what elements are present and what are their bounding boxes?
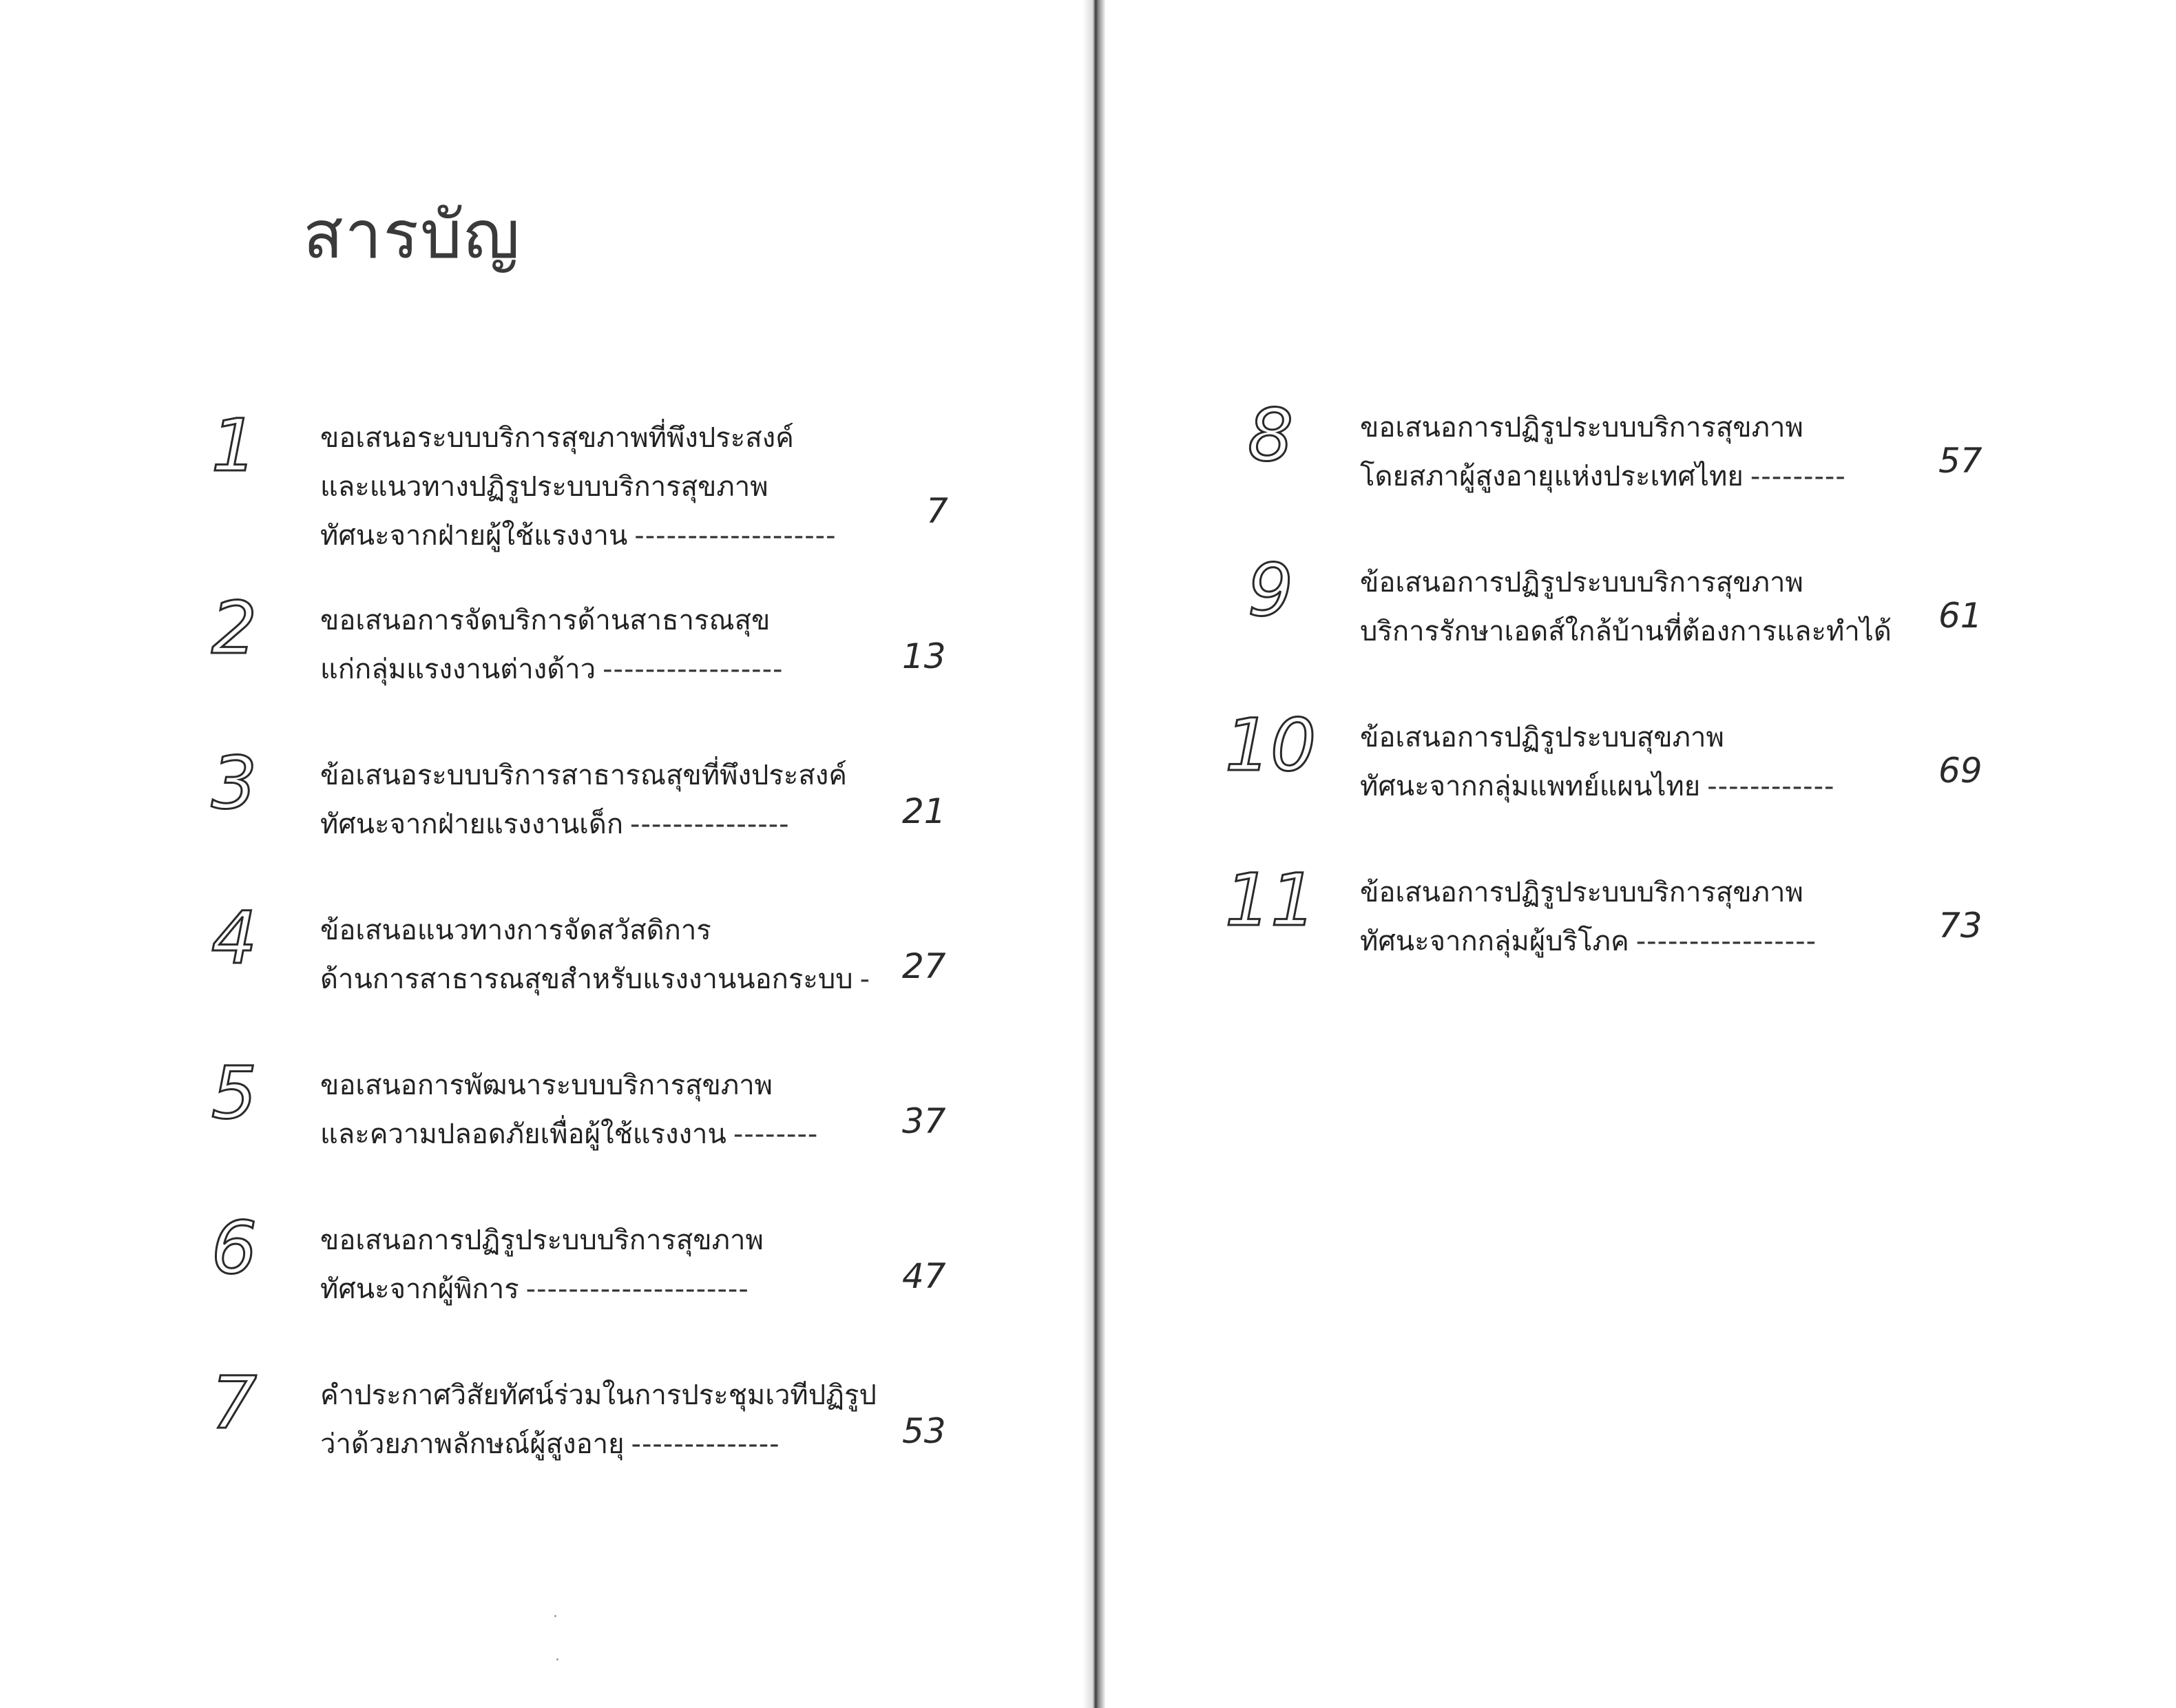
toc-entry-6 (186, 1206, 971, 1364)
dot-leader: --------------------- (525, 1273, 749, 1305)
entry-last-line (320, 645, 783, 694)
toc-entry-2 (186, 586, 971, 744)
page-number: 37 (902, 1101, 946, 1141)
chapter-number: 8 (1247, 393, 1294, 477)
dot-leader: ------------------- (634, 520, 837, 552)
entry-last-line (320, 1110, 818, 1159)
entry-title-line: ทัศนะจากผู้พิการ (320, 1273, 519, 1305)
dot-leader: - (859, 964, 871, 995)
entry-last-line (320, 512, 837, 561)
left-page (0, 0, 1082, 1708)
entry-title-line: ทัศนะจากกลุ่มแพทย์แผนไทย (1360, 771, 1701, 802)
dot-leader: --------- (1750, 461, 1846, 492)
entry-text (320, 414, 837, 561)
entry-text (1360, 559, 1898, 656)
page-number: 61 (1938, 596, 1983, 636)
page-number: 13 (902, 636, 946, 676)
chapter-number: 3 (211, 741, 258, 825)
toc-entry-5 (186, 1051, 971, 1209)
entry-last-line (320, 800, 847, 849)
entry-title-line: ขอเสนอการปฏิรูประบบบริการสุขภาพ (1360, 412, 1803, 444)
entry-title-line: ข้อเสนอการปฏิรูประบบบริการสุขภาพ (1360, 877, 1803, 908)
entry-title-line: ทัศนะจากกลุ่มผู้บริโภค (1360, 926, 1629, 957)
page-number: 21 (902, 791, 946, 831)
chapter-number: 4 (211, 896, 258, 980)
book-gutter (1082, 0, 1105, 1708)
chapter-number: 2 (211, 586, 258, 670)
dot-leader: -------- (733, 1118, 819, 1150)
dot-leader: --------------- (630, 809, 790, 840)
toc-entry-7 (186, 1361, 971, 1519)
chapter-number: 7 (211, 1361, 258, 1445)
page-number: 47 (902, 1256, 946, 1296)
entry-title-line: และแนวทางปฏิรูประบบบริการสุขภาพ (320, 471, 768, 503)
entry-title-line: ขอเสนอการจัดบริการด้านสาธารณสุข (320, 605, 771, 636)
entry-last-line (1360, 917, 1817, 966)
entry-last-line (320, 1265, 764, 1314)
entry-text (320, 1061, 818, 1159)
entry-title-line: ทัศนะจากฝ่ายผู้ใช้แรงงาน (320, 520, 628, 552)
entry-last-line (320, 955, 870, 1004)
chapter-number: 6 (211, 1206, 258, 1290)
entry-last-line (320, 1420, 877, 1469)
scan-speck (556, 1658, 558, 1660)
entry-title-line: ข้อเสนอระบบบริการสาธารณสุขที่พึงประสงค์ (320, 760, 848, 791)
toc-entry-1 (186, 404, 971, 561)
entry-title-line: ข้อเสนอการปฏิรูประบบสุขภาพ (1360, 722, 1724, 753)
entry-text (320, 1216, 764, 1314)
chapter-number: 10 (1224, 703, 1317, 787)
toc-entry-10 (1222, 703, 2035, 861)
dot-leader: -------------- (631, 1428, 780, 1460)
entry-title-line: ขอเสนอการปฏิรูประบบบริการสุขภาพ (320, 1225, 764, 1256)
entry-text (320, 751, 847, 849)
page-number: 7 (926, 491, 948, 531)
entry-text (1360, 404, 1846, 501)
page-number: 69 (1938, 751, 1983, 791)
chapter-number: 9 (1247, 548, 1294, 632)
entry-last-line (1360, 762, 1834, 811)
page-number: 57 (1938, 441, 1983, 481)
entry-last-line (1360, 452, 1846, 501)
entry-title-line: ทัศนะจากฝ่ายแรงงานเด็ก (320, 809, 624, 840)
entry-title-line: ว่าด้วยภาพลักษณ์ผู้สูงอายุ (320, 1428, 625, 1460)
chapter-number: 5 (211, 1051, 258, 1135)
dot-leader: ------------ (1707, 771, 1835, 802)
toc-entry-9 (1222, 548, 2035, 706)
chapter-number: 11 (1224, 858, 1317, 942)
entry-text (320, 906, 870, 1004)
page-number: 53 (902, 1411, 946, 1451)
entry-title-line: ข้อเสนอการปฏิรูประบบบริการสุขภาพ (1360, 567, 1803, 598)
entry-title-line: ขอเสนอระบบบริการสุขภาพที่พึงประสงค์ (320, 422, 794, 454)
entry-title-line: ด้านการสาธารณสุขสำหรับแรงงานนอกระบบ (320, 964, 853, 995)
entry-text (1360, 868, 1817, 966)
dot-leader: ----------------- (1635, 926, 1817, 957)
toc-entry-11 (1222, 858, 2035, 1016)
scan-speck (554, 1615, 556, 1617)
right-page (1105, 0, 2176, 1708)
entry-title-line: โดยสภาผู้สูงอายุแห่งประเทศไทย (1360, 461, 1744, 492)
entry-text (1360, 714, 1834, 811)
entry-title-line: ข้อเสนอแนวทางการจัดสวัสดิการ (320, 915, 711, 946)
entry-last-line (1360, 607, 1898, 656)
entry-title-line: บริการรักษาเอดส์ใกล้บ้านที่ต้องการและทำได้ (1360, 616, 1892, 647)
toc-entry-3 (186, 741, 971, 899)
entry-title-line: คำประกาศวิสัยทัศน์ร่วมในการประชุมเวทีปฏิรูป (320, 1379, 877, 1411)
entry-text (320, 1371, 877, 1469)
entry-text (320, 596, 783, 694)
toc-entry-8 (1222, 393, 2035, 551)
page-title: สารบัญ (303, 196, 521, 273)
chapter-number: 1 (211, 404, 258, 488)
entry-title-line: ขอเสนอการพัฒนาระบบบริการสุขภาพ (320, 1070, 773, 1101)
dot-leader: ----------------- (603, 654, 784, 685)
page-number: 73 (1938, 906, 1983, 946)
entry-title-line: และความปลอดภัยเพื่อผู้ใช้แรงงาน (320, 1118, 726, 1150)
toc-entry-4 (186, 896, 971, 1054)
entry-title-line: แก่กลุ่มแรงงานต่างด้าว (320, 654, 596, 685)
page-number: 27 (902, 946, 946, 986)
